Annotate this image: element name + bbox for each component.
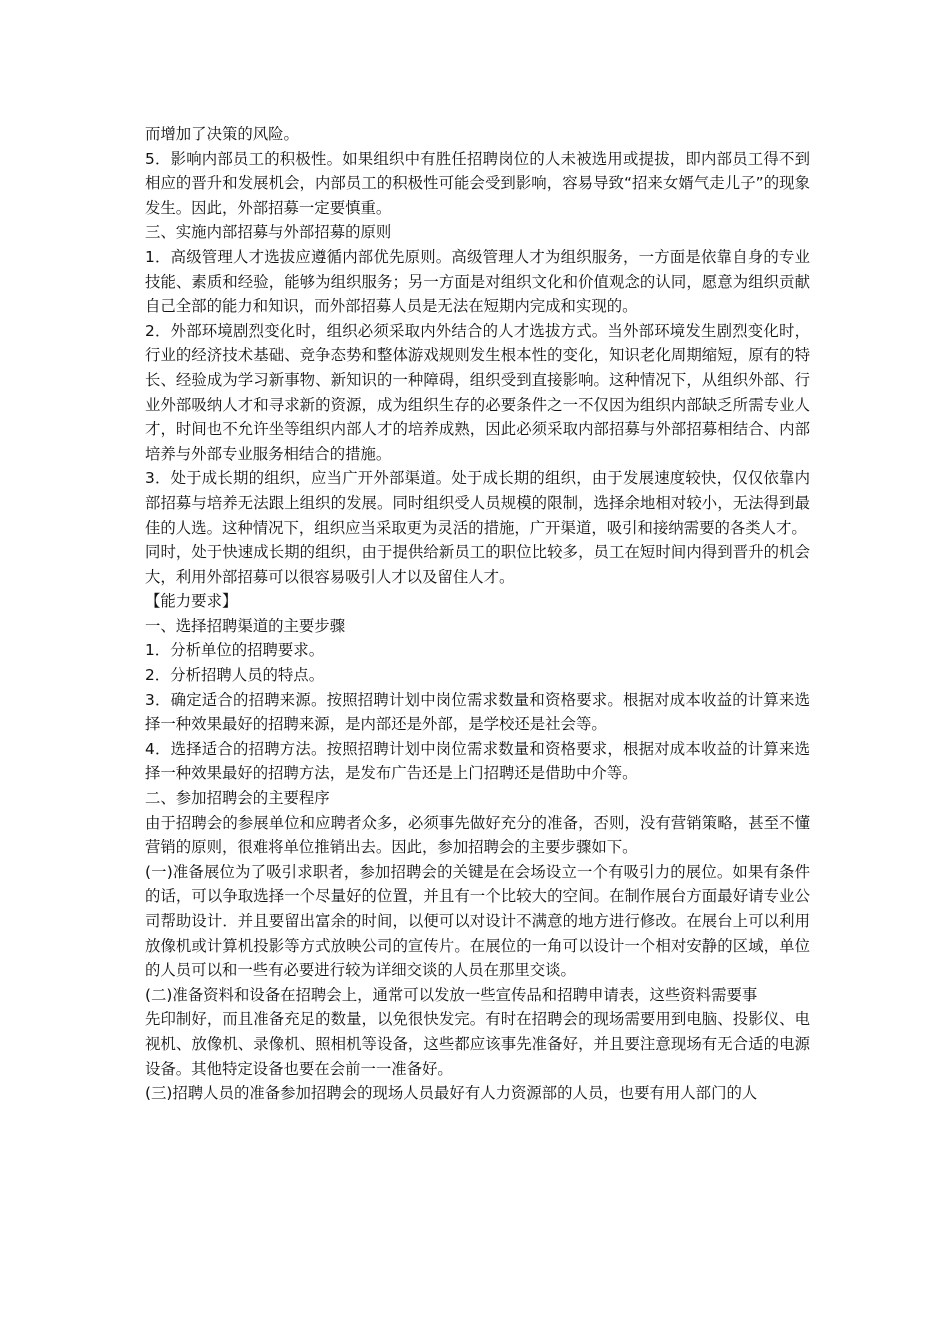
paragraph: 3．处于成长期的组织，应当广开外部渠道。处于成长期的组织，由于发展速度较快，仅仅依靠内部招募与培养无法跟上组织的发展。同时组织受人员规模的限制，选择余地相对较小，无法得到最佳的人选。这种情况下，组织应当采取更为灵活的措施，广开渠道，吸引和接纳需要的各类人才。 bbox=[145, 469, 810, 537]
paragraph: 由于招聘会的参展单位和应聘者众多，必须事先做好充分的准备，否则，没有营销策略，甚至不懂营销的原则，很难将单位推销出去。因此，参加招聘会的主要步骤如下。 bbox=[145, 813, 810, 857]
paragraph: 2．外部环境剧烈变化时，组织必须采取内外结合的人才选拔方式。当外部环境发生剧烈变化时，行业的经济技术基础、竞争态势和整体游戏规则发生根本性的变化，知识老化周期缩短，原有的特长、经验成为学习新事物、新知识的一种障碍，组织受到直接影响。这种情况下，从组织外部、行业外部吸纳人才和寻求新的资源，成为组织生存的必要条件之一不仅因为组织内部缺乏所需专业人才，时间也不允许坐等组织内部人才的培养成熟，因此必须采取内部招募与外部招募相结合、内部培养与外部专业服务相结合的措施。 bbox=[145, 321, 810, 463]
paragraph: 同时，处于快速成长期的组织，由于提供给新员工的职位比较多，员工在短时间内得到晋升的机会大，利用外部招募可以很容易吸引人才以及留住人才。 bbox=[145, 543, 810, 586]
paragraph: 5．影响内部员工的积极性。如果组织中有胜任招聘岗位的人未被选用或提拔，即内部员工得不到相应的晋升和发展机会，内部员工的积极性可能会受到影响，容易导致“招来女婿气走儿子”的现象发生。因此，外部招募一定要慎重。 bbox=[145, 149, 810, 217]
document-page bbox=[145, 122, 810, 1106]
paragraph: 3．确定适合的招聘来源。按照招聘计划中岗位需求数量和资格要求。根据对成本收益的计算来选择一种效果最好的招聘来源，是内部还是外部，是学校还是社会等。 bbox=[145, 690, 810, 734]
paragraph: 1．分析单位的招聘要求。 bbox=[145, 641, 325, 660]
paragraph: 4．选择适合的招聘方法。按照招聘计划中岗位需求数量和资格要求，根据对成本收益的计算来选择一种效果最好的招聘方法，是发布广告还是上门招聘还是借助中介等。 bbox=[145, 739, 810, 783]
section-heading: 一、选择招聘渠道的主要步骤 bbox=[145, 616, 346, 635]
paragraph: 先印制好，而且准备充足的数量，以免很快发完。有时在招聘会的现场需要用到电脑、投影仪、电视机、放像机、录像机、照相机等设备，这些都应该事先准备好，并且要注意现场有无合适的电源设备。其他特定设备也要在会前一一准备好。 bbox=[145, 1010, 810, 1078]
paragraph: (三)招聘人员的准备参加招聘会的现场人员最好有人力资源部的人员，也要有用人部门的人 bbox=[145, 1084, 758, 1103]
paragraph: 2．分析招聘人员的特点。 bbox=[145, 666, 325, 685]
section-heading: 三、实施内部招募与外部招募的原则 bbox=[145, 223, 392, 242]
paragraph: (二)准备资料和设备在招聘会上，通常可以发放一些宣传品和招聘申请表，这些资料需要事 bbox=[145, 985, 758, 1004]
section-heading: 【能力要求】 bbox=[145, 592, 238, 611]
paragraph: (一)准备展位为了吸引求职者，参加招聘会的关键是在会场设立一个有吸引力的展位。如果有条件的话，可以争取选择一个尽量好的位置，并且有一个比较大的空间。在制作展台方面最好请专业公司帮助设计．并且要留出富余的时间，以便可以对设计不满意的地方进行修改。在展台上可以利用放像机或计算机投影等方式放映公司的宣传片。在展位的一角可以设计一个相对安静的区域，单位的人员可以和一些有必要进行较为详细交谈的人员在那里交谈。 bbox=[145, 862, 810, 980]
paragraph: 而增加了决策的风险。 bbox=[145, 125, 299, 143]
section-heading: 二、参加招聘会的主要程序 bbox=[145, 789, 330, 808]
paragraph: 1．高级管理人才选拔应遵循内部优先原则。高级管理人才为组织服务，一方面是依靠自身的专业技能、素质和经验，能够为组织服务；另一方面是对组织文化和价值观念的认同，愿意为组织贡献自己全部的能力和知识，而外部招募人员是无法在短期内完成和实现的。 bbox=[145, 247, 810, 316]
